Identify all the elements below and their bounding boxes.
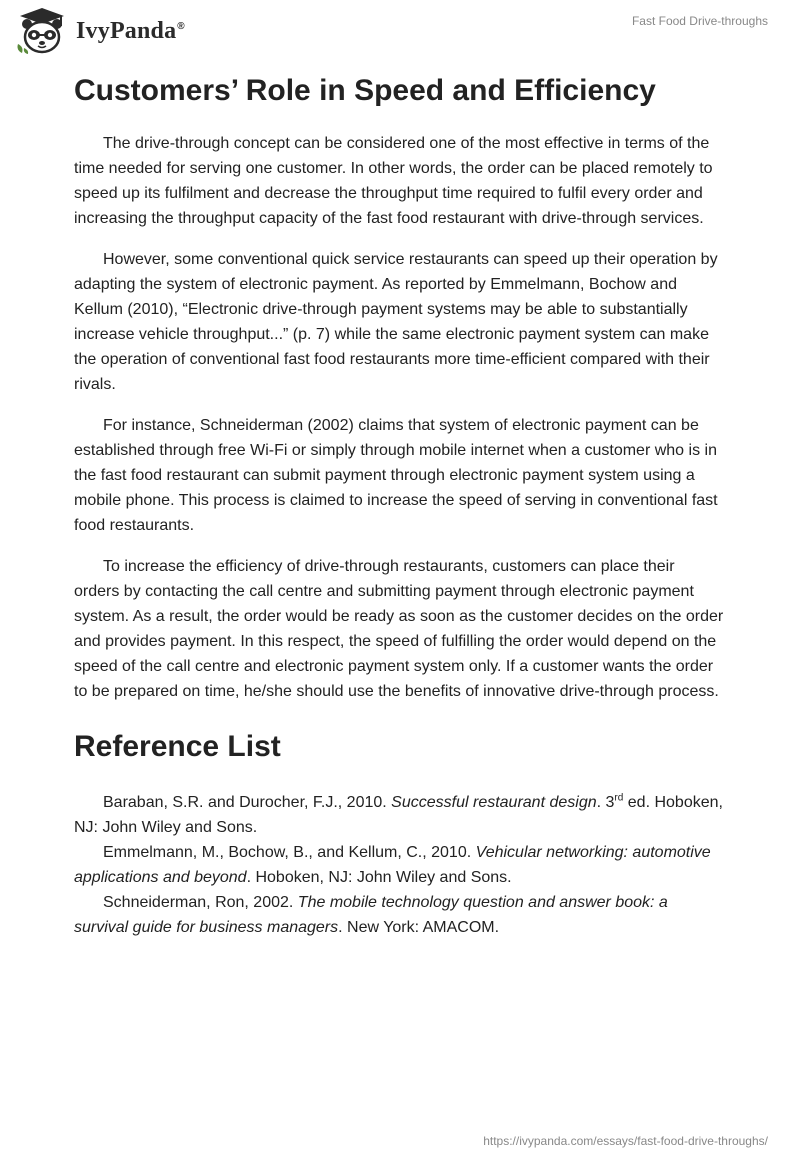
- body-paragraph: For instance, Schneiderman (2002) claims that system of electronic payment can be established through free Wi-Fi or simply through mobile internet when a customer who is in the fast food restaurant can submit payment through electronic payment system using a mobile phone. This process is claimed to increase the speed of serving in conventional fast food restaurants.: [74, 417, 718, 534]
- essay-content: [74, 70, 724, 940]
- source-url[interactable]: https://ivypanda.com/essays/fast-food-drive-throughs/: [483, 1134, 768, 1148]
- body-paragraph: To increase the efficiency of drive-through restaurants, customers can place their orders by contacting the call centre and submitting payment through electronic payment system. As a result, the order would be ready as soon as the customer decides on the order and provides payment. In this respect, the speed of fulfilling the order would depend on the speed of the call centre and electronic payment system only. If a customer wants the order to be prepared on time, he/she should use the benefits of innovative drive-through process.: [74, 558, 724, 700]
- reference-title: Vehicular networking: automotive applications and beyond: [74, 844, 711, 886]
- reference-edition-suffix: rd: [614, 792, 624, 804]
- body-paragraph: The drive-through concept can be considered one of the most effective in terms of the time needed for serving one customer. In other words, the order can be placed remotely to speed up its fulfilment and decrease the throughput time required to fulfil every order and increasing the throughput capacity of the fast food restaurant with drive-through services.: [74, 135, 713, 227]
- reference-title: The mobile technology question and answer book: a survival guide for business managers: [74, 894, 668, 936]
- reference-edition: . 3: [596, 794, 615, 811]
- reference-publisher: . Hoboken, NJ: John Wiley and Sons.: [246, 869, 512, 886]
- reference-publisher: ed. Hoboken, NJ: John Wiley and Sons.: [74, 794, 723, 836]
- reference-authors: Baraban, S.R. and Durocher, F.J., 2010.: [103, 794, 392, 811]
- reference-entry: [74, 840, 724, 890]
- reference-title: Successful restaurant design: [391, 794, 597, 811]
- running-title: Fast Food Drive-throughs: [631, 14, 768, 28]
- reference-authors: Schneiderman, Ron, 2002.: [103, 894, 298, 911]
- reference-entry: [74, 790, 724, 840]
- reference-publisher: . New York: AMACOM.: [338, 919, 500, 936]
- section-body: [74, 131, 724, 704]
- panda-logo-icon: [14, 6, 70, 56]
- reference-entry: [74, 890, 724, 940]
- section-heading: Customers’ Role in Speed and Efficiency: [74, 74, 656, 107]
- reference-list-heading: Reference List: [74, 730, 281, 763]
- body-paragraph: However, some conventional quick service restaurants can speed up their operation by adapting the system of electronic payment. As reported by Emmelmann, Bochow and Kellum (2010), “Electronic drive-through payment systems may be able to substantially increase vehicle throughput...” (p. 7) while the same electronic payment system can make the operation of conventional fast food restaurants more time-efficient compared with their rivals.: [74, 251, 718, 393]
- reference-authors: Emmelmann, M., Bochow, B., and Kellum, C., 2010.: [103, 844, 476, 861]
- registered-mark: ®: [177, 20, 185, 32]
- logo-wordmark: IvyPanda®: [76, 17, 185, 44]
- reference-list: [74, 790, 724, 940]
- page-header: [0, 0, 800, 60]
- ivypanda-logo[interactable]: [14, 6, 185, 56]
